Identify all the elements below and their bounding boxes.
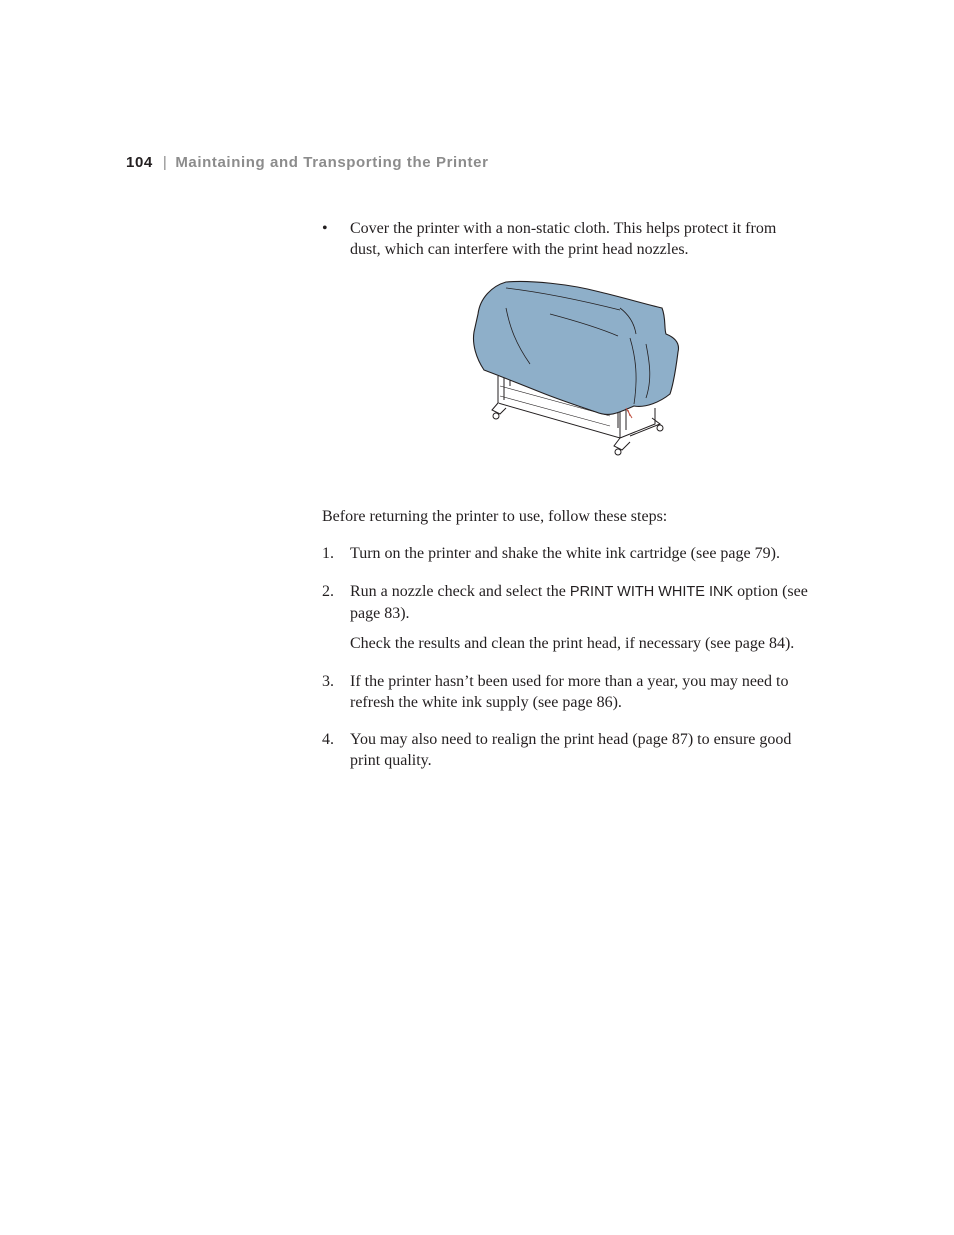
bullet-marker: •	[322, 220, 328, 237]
step-text	[350, 581, 810, 624]
step-number: 4.	[322, 731, 334, 748]
header-separator: |	[162, 154, 168, 171]
step-number: 2.	[322, 583, 334, 600]
bullet-item	[322, 218, 810, 260]
covered-printer-illustration-icon	[470, 278, 682, 456]
chapter-title: Maintaining and Transporting the Printer	[175, 154, 489, 171]
step-1	[322, 543, 810, 564]
bullet-text: Cover the printer with a non-static cloth. This helps protect it from dust, which can interfere with the print head nozzles.	[350, 220, 777, 258]
covered-printer-figure	[470, 278, 682, 456]
step-note: Check the results and clean the print head, if necessary (see page 84).	[350, 635, 795, 652]
step-4	[322, 729, 810, 771]
step-text-before: Run a nozzle check and select the	[350, 583, 570, 600]
step-text: Turn on the printer and shake the white ink cartridge (see page 79).	[350, 545, 780, 562]
step-number: 1.	[322, 545, 334, 562]
step-text: You may also need to realign the print head (page 87) to ensure good print quality.	[350, 731, 792, 769]
step-number: 3.	[322, 673, 334, 690]
running-header	[126, 154, 489, 171]
step-3	[322, 671, 810, 713]
step-text-after: option (see page 83).	[350, 583, 808, 622]
option-name: PRINT WITH WHITE INK	[569, 584, 734, 600]
step-2	[322, 581, 810, 654]
intro-text: Before returning the printer to use, follow these steps:	[322, 508, 668, 525]
page-number: 104	[126, 154, 153, 171]
step-text: If the printer hasn’t been used for more than a year, you may need to refresh the white ink supply (see page 86).	[350, 673, 789, 711]
